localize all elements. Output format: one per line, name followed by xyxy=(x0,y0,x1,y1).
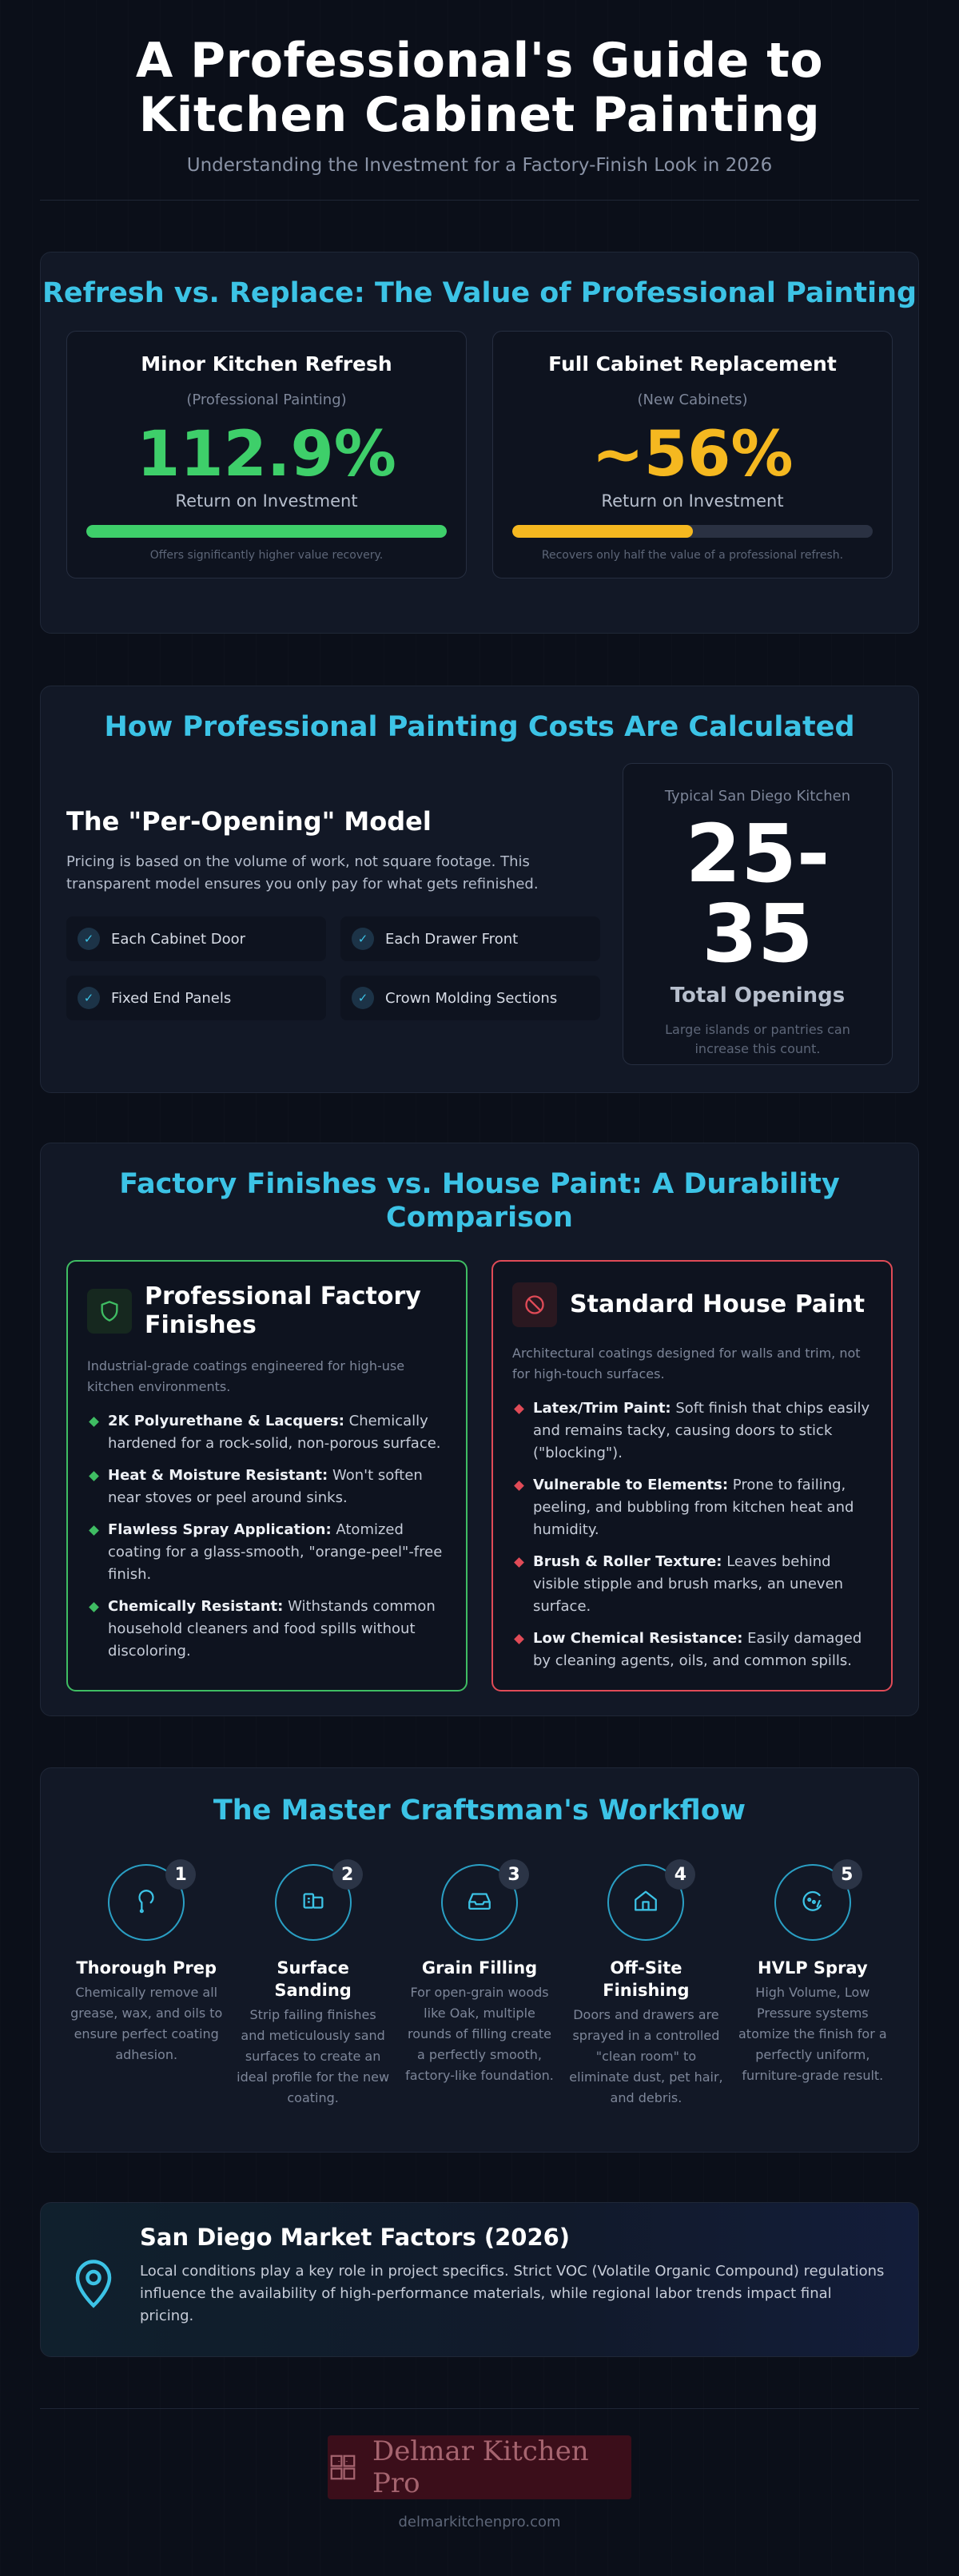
step-desc: High Volume, Low Pressure systems atomize the finish for a perfectly uniform, furniture-grade result. xyxy=(738,1985,887,2083)
roi-value: 112.9% xyxy=(137,419,396,491)
model-title: The "Per-Opening" Model xyxy=(66,806,432,837)
check-icon: ✓ xyxy=(78,928,100,950)
page-title xyxy=(40,34,919,142)
openings-number-line2: 35 xyxy=(702,887,814,980)
point-text: Prone to failing, peeling, and bubbling from kitchen heat and humidity. xyxy=(533,1477,854,1538)
model-description: Pricing is based on the volume of work, not square footage. This transparent model ensures you only pay for what gets refinished. xyxy=(66,853,539,892)
point-text: Leaves behind visible stipple and brush marks, an uneven surface. xyxy=(533,1553,844,1615)
point-heading: Latex/Trim Paint: xyxy=(533,1400,671,1417)
point-text: Atomized coating for a glass-smooth, "orange-peel"-free finish. xyxy=(108,1521,443,1583)
location-pin-icon xyxy=(70,2257,121,2313)
title-line-2: Kitchen Cabinet Painting xyxy=(138,87,821,143)
point-text: Chemically hardened for a rock-solid, non-porous surface. xyxy=(108,1413,441,1452)
roi-progress-bar xyxy=(86,525,447,538)
factory-point xyxy=(87,1596,447,1663)
roi-label: Return on Investment xyxy=(601,491,784,511)
house-paint-desc: Architectural coatings designed for walls and trim, not for high-touch surfaces. xyxy=(512,1346,861,1381)
workflow-step xyxy=(396,1864,563,2109)
workflow-section-title: The Master Craftsman's Workflow xyxy=(213,1795,746,1827)
openings-kicker: Typical San Diego Kitchen xyxy=(664,788,851,805)
footer-divider xyxy=(40,2408,919,2409)
workflow-step xyxy=(229,1864,396,2109)
opening-type-item xyxy=(340,976,600,1020)
point-text: Withstands common household cleaners and food spills without discoloring. xyxy=(108,1598,436,1660)
opening-type-item xyxy=(340,916,600,961)
step-number-badge: 2 xyxy=(332,1859,363,1890)
point-heading: Heat & Moisture Resistant: xyxy=(108,1467,328,1484)
point-heading: Flawless Spray Application: xyxy=(108,1521,332,1538)
workflow-step xyxy=(563,1864,729,2109)
check-icon: ✓ xyxy=(352,928,374,950)
shield-icon xyxy=(87,1289,132,1334)
openings-label: Total Openings xyxy=(670,984,846,1008)
step-name: Surface Sanding xyxy=(274,1958,352,2000)
step-desc: For open-grain woods like Oak, multiple rounds of filling create a perfectly smooth, factory-like foundation. xyxy=(405,1985,554,2083)
roi-progress-bar xyxy=(512,525,873,538)
roi-card-title: Minor Kitchen Refresh xyxy=(141,352,392,376)
company-logo[interactable] xyxy=(328,2435,631,2499)
point-text: Won't soften near stoves or peel around sinks. xyxy=(108,1467,423,1506)
roi-card-refresh xyxy=(66,331,467,578)
factory-finish-points xyxy=(87,1410,447,1663)
spray-gun-icon xyxy=(799,1887,826,1918)
per-opening-model xyxy=(66,806,600,1020)
tray-icon xyxy=(466,1887,493,1918)
opening-type-label: Each Drawer Front xyxy=(385,930,519,948)
step-desc: Strip failing finishes and meticulously sand surfaces to create an ideal profile for the new coating. xyxy=(237,2007,390,2105)
step-name: Thorough Prep xyxy=(76,1958,217,1978)
durability-section-title: Factory Finishes vs. House Paint: A Durability Comparison xyxy=(119,1168,840,1234)
opening-type-label: Fixed End Panels xyxy=(111,989,232,1007)
opening-type-item xyxy=(66,916,326,961)
market-section xyxy=(40,2202,919,2357)
step-number-badge: 3 xyxy=(499,1859,529,1890)
point-heading: Chemically Resistant: xyxy=(108,1598,284,1615)
prohibited-icon xyxy=(512,1282,557,1327)
opening-type-item xyxy=(66,976,326,1020)
roi-card-title: Full Cabinet Replacement xyxy=(548,352,837,376)
roi-note: Recovers only half the value of a professional refresh. xyxy=(541,549,844,562)
home-icon xyxy=(632,1887,659,1918)
openings-note: Large islands or pantries can increase this count. xyxy=(665,1022,850,1056)
factory-point xyxy=(87,1519,447,1586)
opening-type-label: Crown Molding Sections xyxy=(385,989,558,1007)
house-point xyxy=(512,1474,872,1541)
hero-header xyxy=(40,0,919,201)
check-icon: ✓ xyxy=(352,987,374,1009)
workflow-step xyxy=(63,1864,229,2109)
workflow-section xyxy=(40,1767,919,2153)
cabinet-logo-icon xyxy=(328,2451,358,2483)
market-text: Local conditions play a key role in project specifics. Strict VOC (Volatile Organic Compound) regulations influence the availability of high-performance materials, while regional labor trends impact final pricing. xyxy=(140,2263,885,2324)
roi-progress-fill xyxy=(86,525,447,538)
point-text: Easily damaged by cleaning agents, oils, and common spills. xyxy=(533,1630,862,1669)
point-heading: Brush & Roller Texture: xyxy=(533,1553,722,1570)
factory-finish-desc: Industrial-grade coatings engineered for high-use kitchen environments. xyxy=(87,1358,405,1394)
website-link[interactable]: delmarkitchenpro.com xyxy=(398,2514,561,2530)
roi-card-subtitle: (New Cabinets) xyxy=(637,392,748,408)
cost-section xyxy=(40,686,919,1093)
roi-section xyxy=(40,252,919,634)
step-number-badge: 4 xyxy=(665,1859,695,1890)
openings-number-line1: 25- xyxy=(685,807,830,900)
check-icon: ✓ xyxy=(78,987,100,1009)
step-number-badge: 1 xyxy=(165,1859,196,1890)
point-heading: Low Chemical Resistance: xyxy=(533,1630,743,1647)
logo-text: Delmar Kitchen Pro xyxy=(372,2435,589,2499)
workflow-steps xyxy=(41,1864,918,2109)
header-divider xyxy=(40,200,919,201)
roi-value: ~56% xyxy=(591,419,794,491)
house-paint-card xyxy=(491,1260,893,1691)
openings-stat-card xyxy=(623,763,893,1065)
factory-point xyxy=(87,1465,447,1509)
step-name: Off-Site Finishing xyxy=(603,1958,690,2000)
title-line-1: A Professional's Guide to xyxy=(135,33,824,89)
house-paint-points xyxy=(512,1397,872,1672)
house-paint-title: Standard House Paint xyxy=(570,1290,865,1318)
house-point xyxy=(512,1397,872,1465)
step-desc: Chemically remove all grease, wax, and oils to ensure perfect coating adhesion. xyxy=(70,1985,223,2062)
market-title: San Diego Market Factors (2026) xyxy=(140,2224,571,2251)
house-point xyxy=(512,1551,872,1618)
point-heading: Vulnerable to Elements: xyxy=(533,1477,729,1493)
durability-section xyxy=(40,1143,919,1716)
roi-progress-fill xyxy=(512,525,693,538)
step-number-badge: 5 xyxy=(832,1859,862,1890)
opening-types xyxy=(66,916,600,1020)
factory-finish-title: Professional Factory Finishes xyxy=(145,1282,421,1339)
sanding-block-icon xyxy=(300,1887,327,1918)
roi-label: Return on Investment xyxy=(175,491,358,511)
cost-section-title: How Professional Painting Costs Are Calculated xyxy=(104,711,855,743)
roi-note: Offers significantly higher value recovery. xyxy=(149,549,384,562)
openings-number xyxy=(623,807,892,980)
spray-cleaner-icon xyxy=(133,1887,160,1918)
roi-section-title: Refresh vs. Replace: The Value of Professional Painting xyxy=(42,277,917,309)
house-point xyxy=(512,1628,872,1672)
step-desc: Doors and drawers are sprayed in a controlled "clean room" to eliminate dust, pet hair, and debris. xyxy=(569,2007,723,2105)
opening-type-label: Each Cabinet Door xyxy=(111,930,246,948)
step-name: HVLP Spray xyxy=(758,1958,868,1978)
factory-point xyxy=(87,1410,447,1455)
page-subtitle: Understanding the Investment for a Factory-Finish Look in 2026 xyxy=(186,155,773,176)
roi-card-replacement xyxy=(492,331,893,578)
step-name: Grain Filling xyxy=(421,1958,538,1978)
workflow-step xyxy=(730,1864,896,2109)
roi-card-subtitle: (Professional Painting) xyxy=(186,392,347,408)
point-heading: 2K Polyurethane & Lacquers: xyxy=(108,1413,344,1429)
point-text: Soft finish that chips easily and remains tacky, causing doors to stick ("blocking"). xyxy=(533,1400,870,1461)
factory-finish-card xyxy=(66,1260,468,1691)
